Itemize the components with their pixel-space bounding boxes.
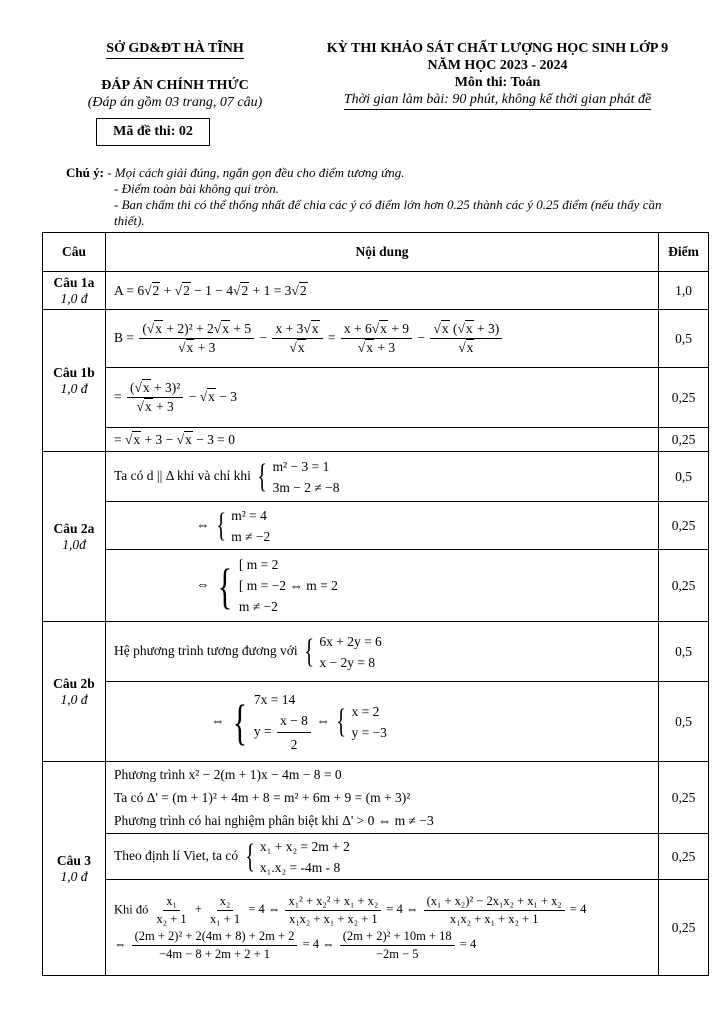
points-cell: 0,25 [659, 762, 709, 834]
school-year: NĂM HỌC 2023 - 2024 [427, 58, 568, 73]
points-cell: 0,25 [659, 368, 709, 428]
table-row [43, 550, 709, 622]
table-row [43, 310, 709, 368]
question-cell: Câu 3 1,0 đ [43, 762, 106, 976]
content-cell: Phương trình x² − 2(m + 1)x − 4m − 8 = 0 Ta có Δ' = (m + 1)² + 4m + 8 = m² + 6m + 9 = (m + 3)² Phương trình có hai nghiệm phân biệt khi Δ' > 0 ⇔ m ≠ −3 [106, 762, 659, 834]
note-line-2: - Điểm toàn bài không qui tròn. [114, 181, 280, 196]
points-cell: 0,5 [659, 310, 709, 368]
col-header-question: Câu [43, 233, 106, 272]
points-cell: 0,5 [659, 682, 709, 762]
col-header-points: Điểm [659, 233, 709, 272]
content-cell: ⇔ { 7x = 14 y = $\frac{x - 8}{2}$ ⇔ { x = 2 y = −3 [106, 682, 659, 762]
table-row [43, 428, 709, 452]
note-line-1: - Mọi cách giải đúng, ngắn gọn đều cho điểm tương ứng. [107, 165, 405, 180]
question-cell: Câu 2b 1,0 đ [43, 622, 106, 762]
points-cell: 0,25 [659, 834, 709, 880]
content-cell: ⇔ { m² = 4 m ≠ −2 [106, 502, 659, 550]
table-row [43, 834, 709, 880]
answer-table [42, 232, 709, 976]
points-cell: 0,25 [659, 880, 709, 976]
question-cell: Câu 1b 1,0 đ [43, 310, 106, 452]
points-cell: 0,5 [659, 622, 709, 682]
table-row [43, 682, 709, 762]
content-cell: = √x + 3 − √x − 3 = 0 [106, 428, 659, 452]
content-cell: B = $\frac{\text{(√x + 2)² + 2√x + 5}}{√x + 3}$ − $\frac{x + 3√x}{√x}$ = $\frac{x + 6√x + 9}{√x + 3}$ − $\frac{√x (√x + 3)}{√x}$ [106, 310, 659, 368]
exam-title: KỲ THI KHẢO SÁT CHẤT LƯỢNG HỌC SINH LỚP 9 [326, 41, 669, 56]
points-cell: 1,0 [659, 272, 709, 310]
note-line-3: - Ban chấm thi có thể thống nhất để chia các ý có điểm lớn hơn 0.25 thành các ý 0.25 điểm (nếu thấy cần thiết). [114, 197, 662, 228]
time-limit: Thời gian làm bài: 90 phút, không kể thời gian phát đề [344, 91, 651, 110]
department: SỞ GD&ĐT HÀ TĨNH [106, 40, 244, 59]
content-cell: Theo định lí Viet, ta có { x₁ + x₂ = 2m + 2 x₁.x₂ = -4m - 8 [106, 834, 659, 880]
points-cell: 0,25 [659, 428, 709, 452]
official-answer: ĐÁP ÁN CHÍNH THỨC [101, 78, 249, 93]
points-cell: 0,25 [659, 550, 709, 622]
table-row [43, 452, 709, 502]
content-cell: = $\frac{\text{(√x + 3)²}}{√x + 3}$ − √x − 3 [106, 368, 659, 428]
content-cell: A = 6√2 + √2 − 1 − 4√2 + 1 = 3√2 [106, 272, 659, 310]
table-row [43, 622, 709, 682]
question-cell: Câu 1a 1,0 đ [43, 272, 106, 310]
points-cell: 0,5 [659, 452, 709, 502]
subject: Môn thi: Toán [454, 75, 541, 90]
content-cell: Hệ phương trình tương đương với { 6x + 2y = 6 x − 2y = 8 [106, 622, 659, 682]
exam-code: Mã đề thi: 02 [96, 118, 210, 146]
pages-note: (Đáp án gồm 03 trang, 07 câu) [87, 95, 263, 110]
table-row [43, 762, 709, 834]
content-cell: ⇔ { [ m = 2 [ m = −2 ⇔ m = 2 m ≠ −2 [106, 550, 659, 622]
table-row [43, 272, 709, 310]
points-cell: 0,25 [659, 502, 709, 550]
content-cell: Khi đó $\frac{\text{x₁}}{\text{x₂ + 1}}$ + $\frac{\text{x₂}}{\text{x₁ + 1}}$ = 4 ⇔ $\frac{\text{x₁² + x₂² + x₁ + x₂}}{\text{x₁x₂ + x₁ + x₂ + 1}}$ = 4 ⇔ $\frac{\text{(x₁ + x₂)² − 2x₁x₂ + x₁ + x₂}}{\text{x₁x₂ + x₁ + x₂ + 1}}$ = 4 ⇔ $\frac{\text{(2m + 2)² + 2(4m + 8) + 2m + 2}}{-4m - 8 + 2m + 2 + 1}$ = 4 ⇔ $\frac{\text{(2m + 2)² + 10m + 18}}{-2m - 5}$ = 4 [106, 880, 659, 976]
col-header-content: Nội dung [106, 233, 659, 272]
notes [66, 165, 686, 229]
table-row [43, 368, 709, 428]
question-cell: Câu 2a 1,0đ [43, 452, 106, 622]
note-label: Chú ý: [66, 165, 104, 180]
content-cell: Ta có d || Δ khi và chỉ khi { m² − 3 = 1 3m − 2 ≠ −8 [106, 452, 659, 502]
table-row [43, 880, 709, 976]
header-left [60, 40, 290, 111]
table-row [43, 502, 709, 550]
header-right [285, 40, 710, 110]
